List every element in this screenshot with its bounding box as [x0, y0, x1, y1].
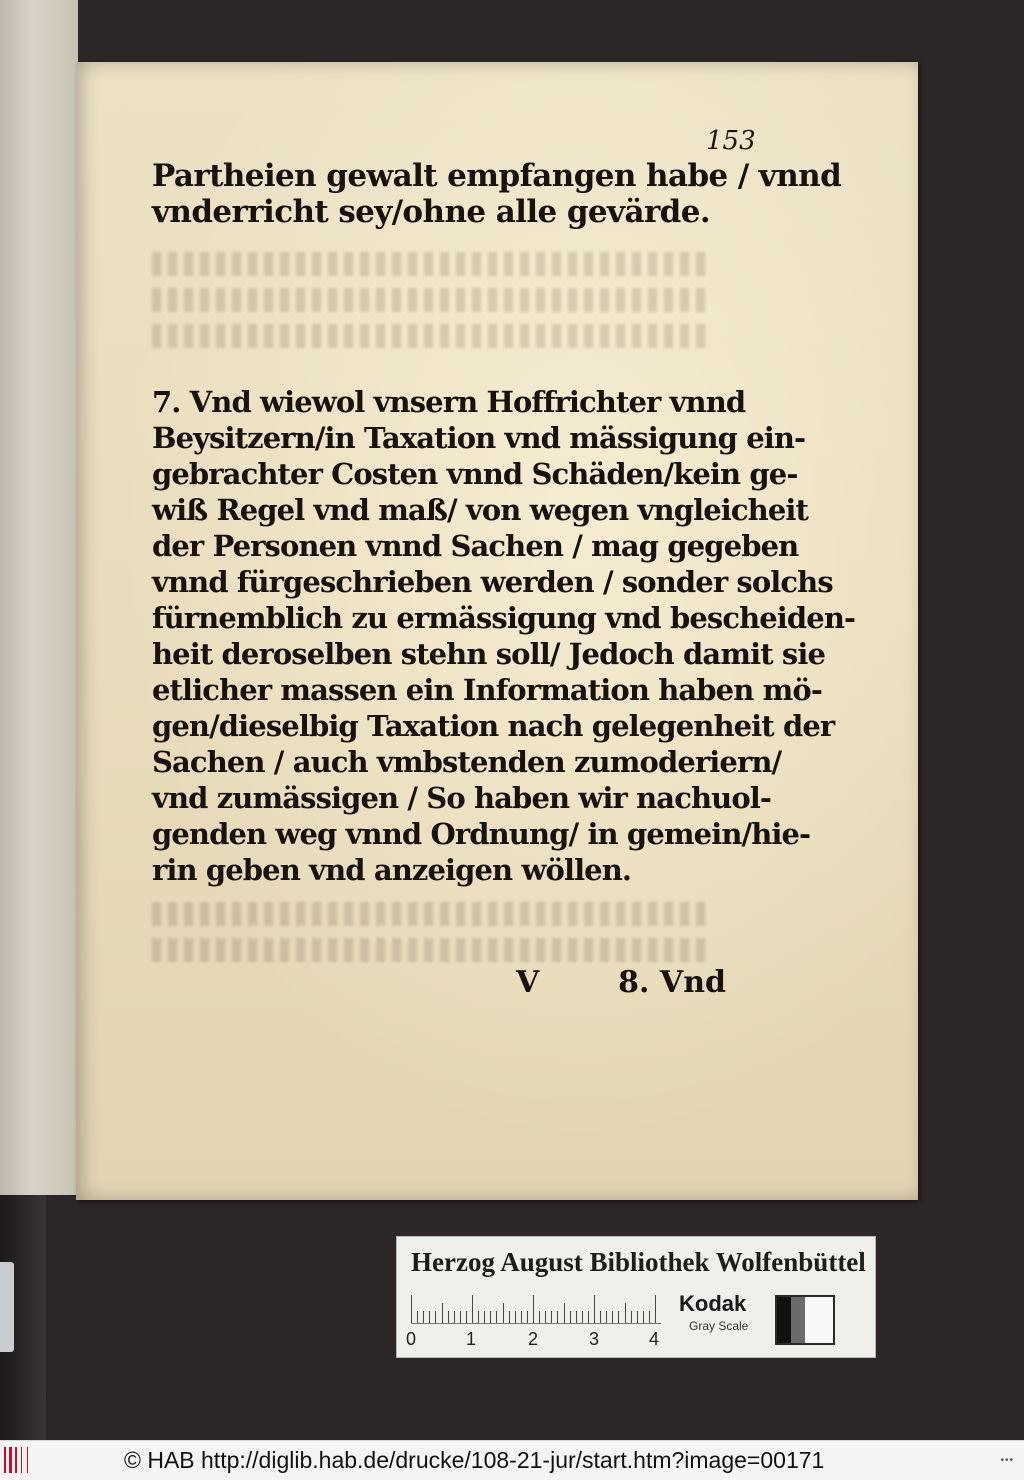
ruler-tick [588, 1311, 589, 1323]
text-line: heit deroselben stehn soll/ Jedoch damit sie [152, 637, 826, 671]
ruler-tick [594, 1295, 595, 1323]
color-target-card [396, 1236, 876, 1358]
ruler-tick [417, 1311, 418, 1323]
ruler-tick [484, 1311, 485, 1323]
barcode-bar [15, 1447, 17, 1473]
ruler-tick [655, 1295, 656, 1323]
show-through-text [152, 938, 712, 962]
text-line: wiß Regel vnd maß/ von wegen vngleicheit [152, 493, 809, 527]
scale-ruler [411, 1293, 661, 1324]
dots-icon[interactable]: ••• [1000, 1455, 1014, 1466]
ruler-labels [406, 1329, 671, 1353]
text-line: gebrachter Costen vnnd Schäden/kein ge- [152, 457, 798, 491]
ruler-tick [576, 1311, 577, 1323]
ruler-tick [600, 1311, 601, 1323]
ruler-tick [454, 1311, 455, 1323]
ruler-tick [533, 1295, 534, 1323]
footer-bar [0, 1440, 1024, 1480]
ruler-label: 0 [406, 1329, 417, 1349]
ruler-tick [411, 1295, 412, 1323]
page-number: 153 [706, 126, 756, 156]
ruler-tick [448, 1311, 449, 1323]
barcode-bar [27, 1447, 28, 1473]
catchword: 8. Vnd [618, 965, 726, 1000]
ruler-tick [551, 1311, 552, 1323]
ruler-tick [478, 1311, 479, 1323]
ruler-tick [423, 1311, 424, 1323]
ruler-tick [582, 1311, 583, 1323]
ruler-tick [539, 1311, 540, 1323]
opening-lines [152, 158, 842, 230]
barcode-bar [9, 1447, 12, 1473]
text-line: genden weg vnnd Ordnung/ in gemein/hie- [152, 817, 811, 851]
facing-page-edge [0, 0, 78, 1195]
swatch-white [805, 1297, 833, 1343]
text-line: vnd zumässigen / So haben wir nachuol- [152, 781, 772, 815]
ruler-tick [637, 1311, 638, 1323]
ruler-tick [570, 1311, 571, 1323]
show-through-text [152, 902, 712, 926]
ruler-tick [509, 1311, 510, 1323]
swatch-black [777, 1297, 791, 1343]
barcode-bar [4, 1447, 6, 1473]
text-line: Beysitzern/in Taxation vnd mässigung ein- [152, 421, 806, 455]
text-line: der Personen vnnd Sachen / mag gegeben [152, 529, 799, 563]
barcode-logo-icon[interactable] [4, 1447, 34, 1473]
book-page [76, 62, 918, 1200]
facing-page-tab [0, 1262, 14, 1352]
ruler-tick [527, 1311, 528, 1323]
ruler-tick [521, 1311, 522, 1323]
show-through-text [152, 288, 712, 312]
ruler-tick [435, 1311, 436, 1323]
ruler-label: 4 [649, 1329, 660, 1349]
library-name: Herzog August Bibliothek Wolfenbüttel [411, 1247, 866, 1277]
signature-mark: V [516, 965, 540, 1000]
ruler-tick [564, 1303, 565, 1323]
text-line: fürnemblich zu ermässigung vnd bescheiden- [152, 601, 856, 635]
ruler-tick [466, 1311, 467, 1323]
ruler-tick [496, 1311, 497, 1323]
paragraph-7 [152, 384, 856, 888]
gray-scale-label: Gray Scale [689, 1319, 749, 1333]
text-line: Sachen / auch vmbstenden zumoderiern/ [152, 745, 782, 779]
text-line: rin geben vnd anzeigen wöllen. [152, 853, 632, 887]
gray-swatch [775, 1295, 835, 1345]
text-line: Partheien gewalt empfangen habe / vnnd [152, 158, 842, 194]
ruler-label: 3 [589, 1329, 600, 1349]
catchword-row [516, 965, 726, 1005]
text-line: etlicher massen ein Information haben mö- [152, 673, 822, 707]
ruler-tick [442, 1303, 443, 1323]
copyright-link[interactable]: © HAB http://diglib.hab.de/drucke/108-21-jur/start.htm?image=00171 [124, 1447, 825, 1473]
ruler-tick [460, 1311, 461, 1323]
ruler-tick [490, 1311, 491, 1323]
text-line: vnderricht sey/ohne alle gevärde. [152, 194, 711, 230]
ruler-tick [625, 1303, 626, 1323]
ruler-tick [503, 1303, 504, 1323]
ruler-tick [545, 1311, 546, 1323]
ruler-tick [649, 1311, 650, 1323]
ruler-label: 1 [466, 1329, 477, 1349]
show-through-text [152, 324, 712, 348]
kodak-brand: Kodak [679, 1291, 747, 1316]
ruler-tick [472, 1295, 473, 1323]
ruler-tick [612, 1311, 613, 1323]
ruler-tick [606, 1311, 607, 1323]
ruler-tick [429, 1311, 430, 1323]
show-through-text [152, 252, 712, 276]
ruler-tick [631, 1311, 632, 1323]
text-line: vnnd fürgeschrieben werden / sonder solchs [152, 565, 833, 599]
ruler-tick [618, 1311, 619, 1323]
ruler-tick [557, 1311, 558, 1323]
text-line: 7. Vnd wiewol vnsern Hoffrichter vnnd [152, 385, 746, 419]
ruler-tick [515, 1311, 516, 1323]
ruler-tick [643, 1311, 644, 1323]
swatch-gray [791, 1297, 805, 1343]
text-line: gen/dieselbig Taxation nach gelegenheit der [152, 709, 835, 743]
ruler-label: 2 [528, 1329, 539, 1349]
barcode-bar [21, 1447, 22, 1473]
